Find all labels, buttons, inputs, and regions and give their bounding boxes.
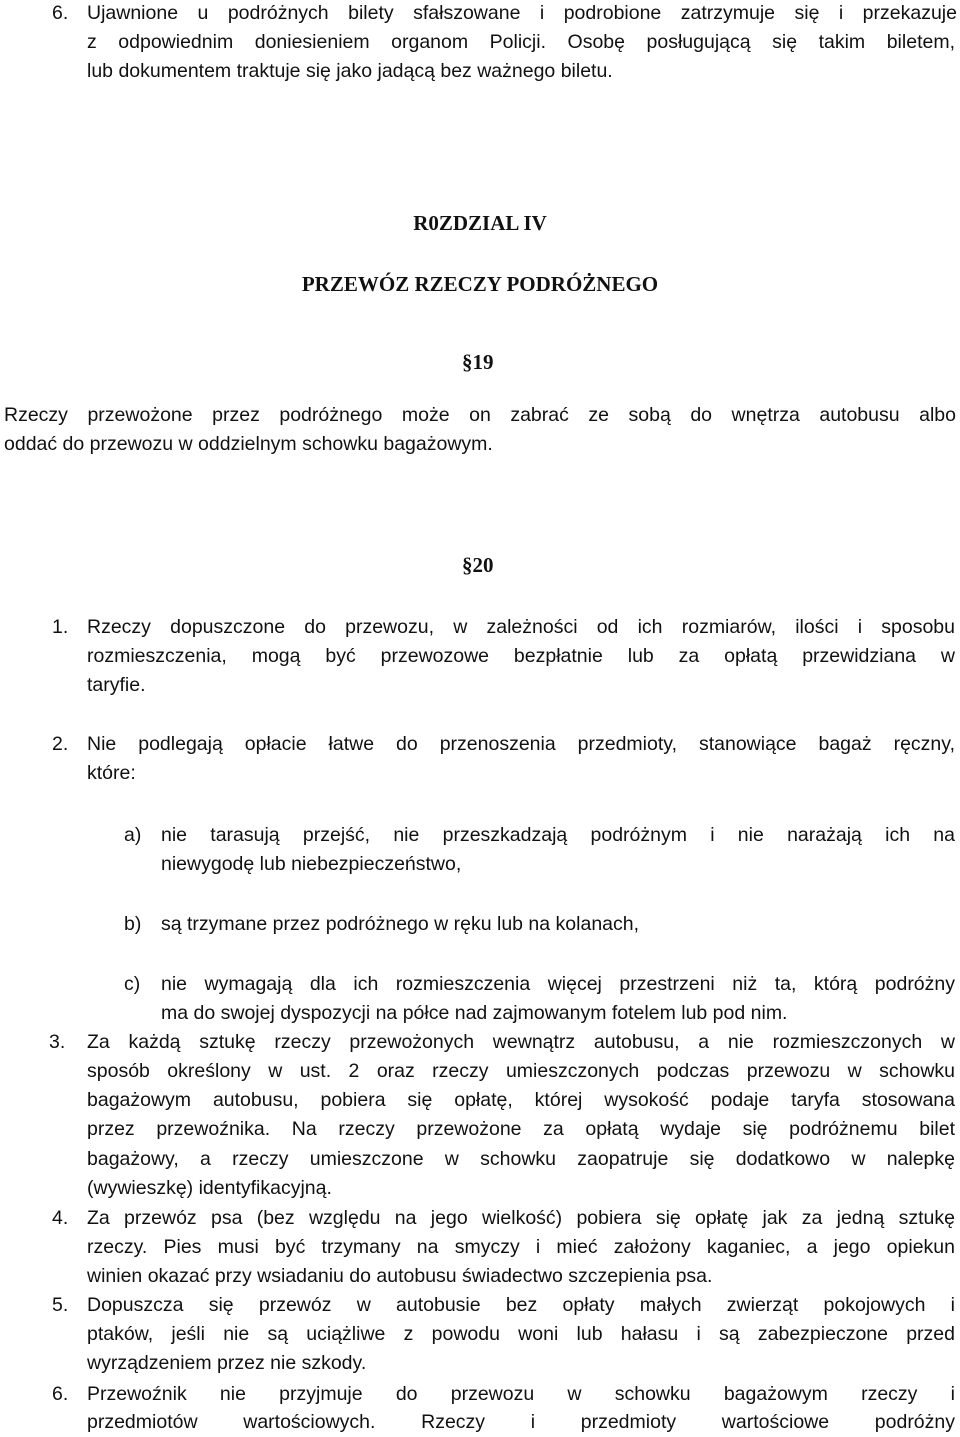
text-line: wyrządzeniem przez nie szkody. — [87, 1352, 367, 1374]
item-number: 3. — [49, 1031, 66, 1053]
text-line: Za przewóz psa (bez względu na jego wielkość) pobiera się opłatę jak za jedną sztukę — [87, 1207, 955, 1229]
text-line: taryfie. — [87, 674, 146, 696]
text-line: (wywieszkę) identyfikacyjną. — [87, 1177, 332, 1199]
text-line: Przewoźnik nie przyjmuje do przewozu w schowku bagażowym rzeczy i — [87, 1383, 955, 1405]
chapter-heading: R0ZDZIAL IV — [413, 211, 547, 235]
text-line: Dopuszcza się przewóz w autobusie bez opłaty małych zwierząt pokojowych i — [87, 1294, 955, 1316]
text-line: które: — [87, 762, 136, 784]
text-line: przedmiotów wartościowych. Rzeczy i przedmioty wartościowe podróżny — [87, 1411, 955, 1433]
item-number: 4. — [52, 1207, 69, 1229]
chapter-title: PRZEWÓZ RZECZY PODRÓŻNEGO — [301, 272, 659, 296]
text-line: rzeczy. Pies musi być trzymany na smyczy i mieć założony kaganiec, a jego opiekun — [87, 1236, 955, 1258]
item-number: 5. — [52, 1294, 69, 1316]
text-line: są trzymane przez podróżnego w ręku lub na kolanach, — [161, 913, 640, 935]
item-number: 1. — [52, 616, 69, 638]
text-line: z odpowiednim doniesieniem organom Policji. Osobę posługującą się takim biletem, — [87, 31, 955, 53]
text-line: bagażowy, a rzeczy umieszczone w schowku zaopatruje się dodatkowo w nalepkę — [87, 1148, 955, 1170]
section-sign: § — [462, 553, 473, 577]
text-line: Rzeczy dopuszczone do przewozu, w zależności od ich rozmiarów, ilości i sposobu — [87, 616, 955, 638]
text-line: bagażowym autobusu, pobiera się opłatę, której wysokość podaje taryfa stosowana — [87, 1089, 955, 1111]
text-line: Rzeczy przewożone przez podróżnego może on zabrać ze sobą do wnętrza autobusu albo — [4, 404, 956, 426]
text-line: niewygodę lub niebezpieczeństwo, — [161, 853, 462, 875]
text-line: Nie podlegają opłacie łatwe do przenoszenia przedmioty, stanowiące bagaż ręczny, — [87, 733, 955, 755]
text-line: Za każdą sztukę rzeczy przewożonych wewnątrz autobusu, a nie rozmieszczonych w — [87, 1031, 955, 1053]
section-heading-19 — [462, 348, 494, 377]
text-line: ptaków, jeśli nie są uciążliwe z powodu woni lub hałasu i są zabezpieczone przed — [87, 1323, 955, 1345]
text-line: ma do swojej dyspozycji na półce nad zajmowanym fotelem lub pod nim. — [161, 1002, 788, 1024]
text-line: sposób określony w ust. 2 oraz rzeczy umieszczonych podczas przewozu w schowku — [87, 1060, 955, 1082]
subitem-letter: c) — [124, 973, 141, 995]
text-line: winien okazać przy wsiadaniu do autobusu świadectwo szczepienia psa. — [87, 1265, 713, 1287]
text-line: nie tarasują przejść, nie przeszkadzają podróżnym i nie narażają ich na — [161, 824, 955, 846]
item-number: 6. — [52, 1383, 69, 1405]
subitem-letter: a) — [124, 824, 142, 846]
section-number: 19 — [472, 350, 494, 374]
item-number: 6. — [52, 2, 69, 24]
item-number: 2. — [52, 733, 69, 755]
text-line: przez przewoźnika. Na rzeczy przewożone za opłatą wydaje się podróżnemu bilet — [87, 1118, 955, 1140]
text-line: nie wymagają dla ich rozmieszczenia więcej przestrzeni niż ta, którą podróżny — [161, 973, 955, 995]
text-line: lub dokumentem traktuje się jako jadącą bez ważnego biletu. — [87, 60, 613, 82]
text-line: Ujawnione u podróżnych bilety sfałszowane i podrobione zatrzymuje się i przekazuje — [87, 2, 957, 24]
section-number: 20 — [472, 553, 494, 577]
text-line: oddać do przewozu w oddzielnym schowku bagażowym. — [4, 433, 493, 455]
subitem-letter: b) — [124, 913, 142, 935]
section-sign: § — [462, 350, 473, 374]
text-line: rozmieszczenia, mogą być przewozowe bezpłatnie lub za opłatą przewidziana w — [87, 645, 955, 667]
section-heading-20 — [462, 551, 494, 580]
